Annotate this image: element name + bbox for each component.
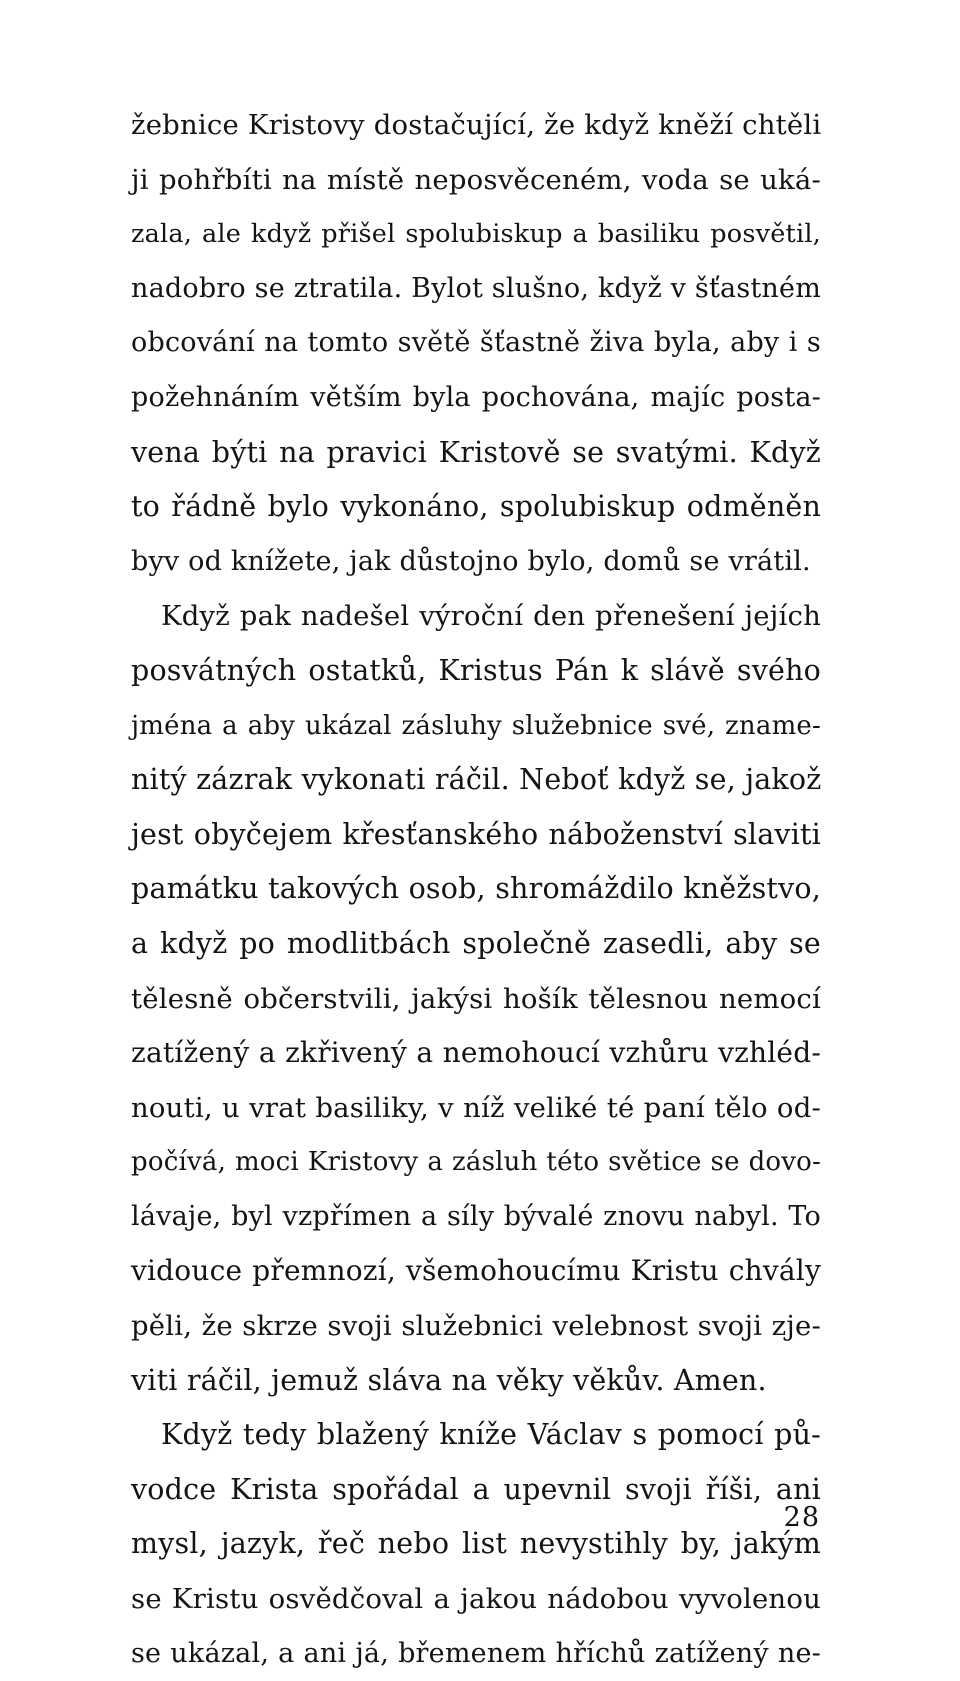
text-line: jména a aby ukázal zásluhy služebnice své, zname- — [131, 710, 821, 741]
text-line: to řádně bylo vykonáno, spolubiskup odměněn — [131, 490, 821, 524]
text-line: jest obyčejem křesťanského náboženství slaviti — [131, 817, 821, 851]
text-line: nouti, u vrat basiliky, v níž veliké té paní tělo od- — [131, 1091, 821, 1124]
paragraph-first-line: Když tedy blažený kníže Václav s pomocí pů- — [161, 1418, 821, 1452]
text-line: památku takových osob, shromáždilo kněžstvo, — [131, 872, 821, 906]
text-line: se ukázal, a ani já, břemenem hříchů zatížený ne- — [131, 1637, 821, 1669]
text-line: vidouce přemnozí, všemohoucímu Kristu chvály — [131, 1254, 821, 1288]
text-line: vodce Krista spořádal a upevnil svoji říši, ani — [131, 1472, 821, 1506]
text-line: ji pohřbíti na místě neposvěceném, voda se uká- — [131, 163, 821, 196]
text-line: tělesně občerstvili, jakýsi hošík tělesnou nemocí — [131, 982, 821, 1015]
text-line: počívá, moci Kristovy a zásluh této světice se dovo- — [131, 1147, 821, 1178]
text-line: požehnáním větším byla pochována, majíc posta- — [131, 381, 821, 413]
text-line: žebnice Kristovy dostačující, že když kněží chtěli — [131, 109, 822, 141]
page-number: 28 — [783, 1502, 820, 1533]
body-text — [131, 98, 821, 1681]
text-line: byv od knížete, jak důstojno bylo, domů se vrátil. — [131, 545, 811, 577]
text-line: nadobro se ztratila. Bylot slušno, když v šťastném — [131, 272, 821, 304]
text-line: zala, ale když přišel spolubiskup a basiliku posvětil, — [131, 219, 821, 250]
text-line: posvátných ostatků, Kristus Pán k slávě svého — [131, 653, 821, 687]
text-line: vena býti na pravici Kristově se svatými. Když — [131, 435, 821, 469]
text-line: nitý zázrak vykonati ráčil. Neboť když se, jakož — [131, 763, 822, 797]
text-line: lávaje, byl vzpřímen a síly bývalé znovu nabyl. To — [131, 1200, 821, 1232]
text-line: viti ráčil, jemuž sláva na věky věkův. Amen. — [131, 1363, 767, 1397]
text-line: zatížený a zkřivený a nemohoucí vzhůru vzhléd- — [131, 1036, 821, 1070]
paragraph-first-line: Když pak nadešel výroční den přenešení jejích — [161, 600, 821, 633]
text-line: mysl, jazyk, řeč nebo list nevystihly by, jakým — [131, 1527, 821, 1561]
text-line: pěli, že skrze svoji služebnici velebnost svoji zje- — [131, 1310, 821, 1343]
text-line: a když po modlitbách společně zasedli, aby se — [131, 926, 821, 960]
text-line: se Kristu osvědčoval a jakou nádobou vyvolenou — [131, 1583, 821, 1616]
text-line: obcování na tomto světě šťastně živa byla, aby i s — [131, 327, 821, 359]
